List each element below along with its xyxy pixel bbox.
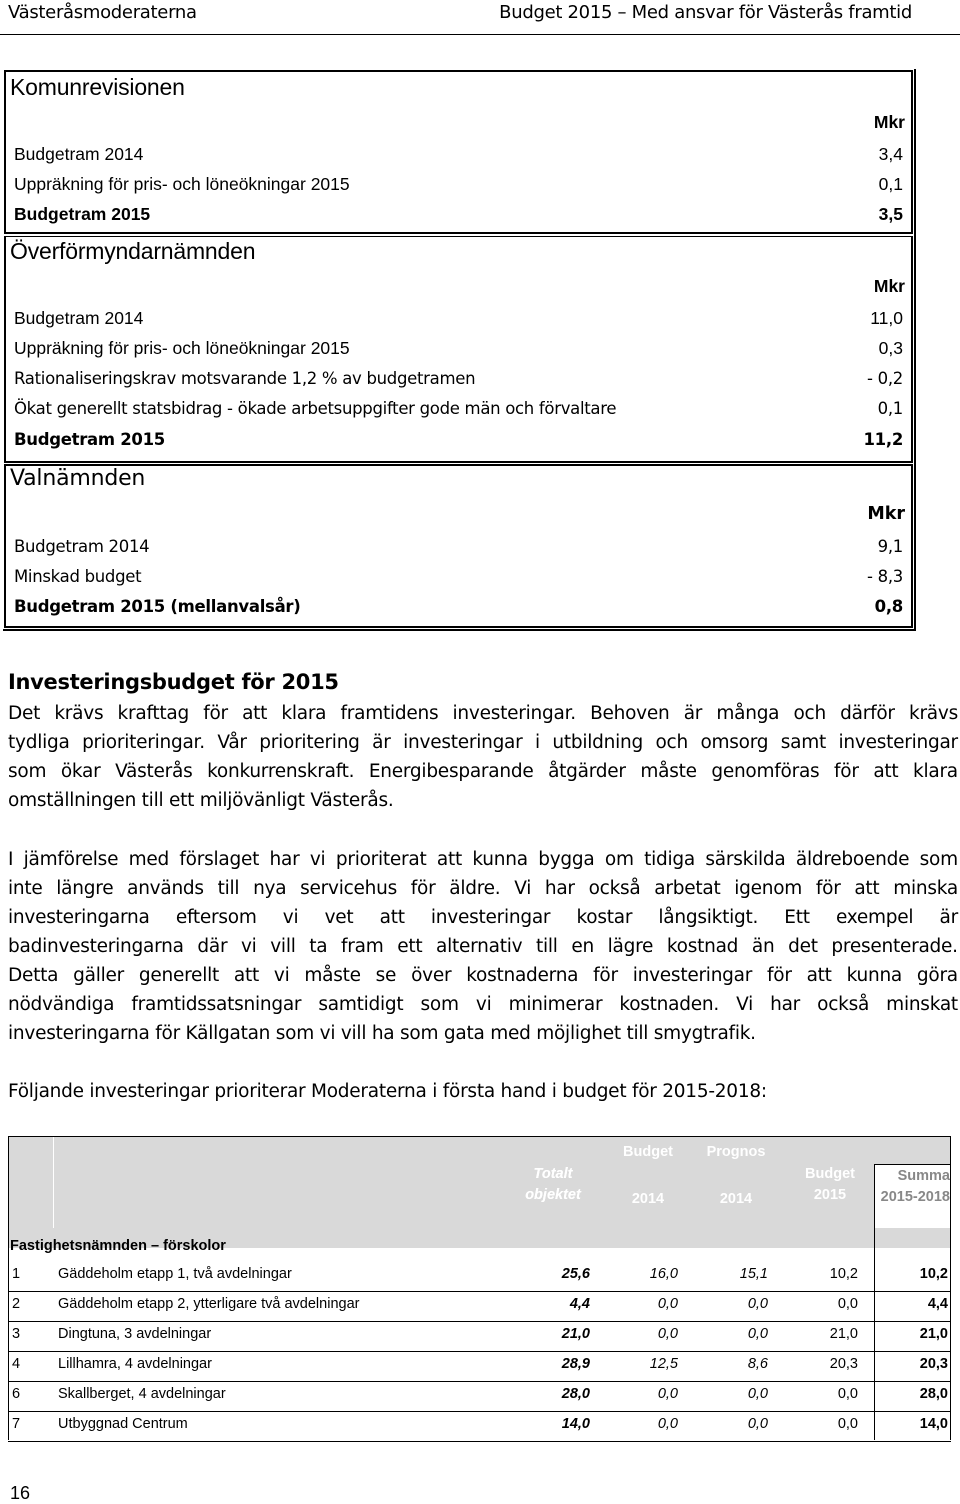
- paragraph-2: [8, 845, 958, 1048]
- row-label: Budgetram 2014: [14, 144, 144, 164]
- row-label: Minskad budget: [14, 567, 142, 586]
- cell-totalt: 21,0: [561, 1326, 590, 1342]
- row-value: - 0,2: [867, 369, 903, 388]
- cell-budget2014: 12,5: [649, 1356, 678, 1372]
- row-name: Skallberget, 4 avdelningar: [58, 1386, 226, 1402]
- header-summa: Summa 2015-2018: [880, 1168, 950, 1205]
- row-divider: [8, 1351, 951, 1352]
- row-divider: [8, 1381, 951, 1382]
- header-budget-top: Budget: [623, 1144, 673, 1160]
- text-line: Följande investeringar prioriterar Moderaterna i första hand i budget för 2015-2018:: [8, 1081, 767, 1102]
- table-row: [14, 399, 903, 418]
- header-totalt: Totalt objektet: [525, 1166, 581, 1203]
- text-line: tydliga prioriteringar. Vår prioritering är investeringar i utbildning och omsorg samt investeringar: [8, 732, 958, 753]
- table-row: [14, 597, 903, 616]
- section-title: Överförmyndarnämnden: [10, 238, 256, 264]
- cell-totalt: 4,4: [569, 1296, 590, 1312]
- row-value: 3,5: [878, 204, 903, 224]
- row-name: Lillhamra, 4 avdelningar: [58, 1356, 212, 1372]
- grid-line: [8, 1136, 951, 1137]
- cell-prognos2014: 0,0: [747, 1326, 768, 1342]
- header-rule: [0, 34, 960, 35]
- cell-budget2015: 0,0: [837, 1416, 858, 1432]
- header-right: Budget 2015 – Med ansvar för Västerås framtid: [499, 2, 912, 23]
- cell-summa: 14,0: [919, 1416, 948, 1432]
- cell-budget2015: 10,2: [829, 1266, 858, 1282]
- cell-prognos2014: 0,0: [747, 1296, 768, 1312]
- cell-totalt: 28,0: [561, 1386, 590, 1402]
- section-title: Komunrevisionen: [10, 74, 185, 100]
- row-number: 3: [12, 1326, 21, 1342]
- row-label: Budgetram 2014: [14, 537, 150, 556]
- header-prognos-year: 2014: [719, 1191, 753, 1207]
- table-row: [14, 537, 903, 556]
- cell-budget2015: 0,0: [837, 1386, 858, 1402]
- cell-summa: 20,3: [919, 1356, 948, 1372]
- cell-prognos2014: 0,0: [747, 1386, 768, 1402]
- row-label: Budgetram 2015 (mellanvalsår): [14, 597, 301, 616]
- row-label: Budgetram 2014: [14, 308, 144, 328]
- text-line: Det krävs krafttag för att klara framtidens investeringar. Behoven är många och därför krävs: [8, 703, 958, 724]
- row-label: Budgetram 2015: [14, 204, 151, 224]
- header-budget-year: 2014: [631, 1191, 665, 1207]
- text-line: som ökar Västerås konkurrenskraft. Energibesparande åtgärder måste genomföras för att klara: [8, 761, 958, 782]
- cell-budget2015: 21,0: [829, 1326, 858, 1342]
- page-number: 16: [10, 1483, 31, 1503]
- table-row: [14, 174, 903, 195]
- row-value: - 8,3: [867, 567, 903, 586]
- row-number: 6: [12, 1386, 21, 1402]
- cell-prognos2014: 8,6: [747, 1356, 768, 1372]
- row-number: 7: [12, 1416, 21, 1432]
- text-line: I jämförelse med förslaget har vi prioriterat att kunna bygga om tidiga särskilda äldreboende som: [8, 849, 958, 870]
- cell-summa: 4,4: [927, 1296, 948, 1312]
- cell-budget2014: 16,0: [649, 1266, 678, 1282]
- row-value: 0,1: [877, 399, 903, 418]
- cell-totalt: 28,9: [561, 1356, 590, 1372]
- komunrevisionen-box: [4, 70, 913, 234]
- table-row: [14, 204, 903, 225]
- investment-table: [8, 1136, 958, 1440]
- row-label: Budgetram 2015: [14, 430, 165, 449]
- row-name: Utbyggnad Centrum: [58, 1416, 188, 1432]
- cell-budget2015: 0,0: [837, 1296, 858, 1312]
- row-divider: [8, 1321, 951, 1322]
- table-row: [14, 144, 903, 165]
- section-title: Valnämnden: [10, 466, 146, 491]
- row-value: 11,2: [863, 430, 903, 449]
- table-row: [14, 430, 903, 449]
- table-row: [14, 308, 903, 329]
- cell-totalt: 14,0: [561, 1416, 590, 1432]
- cell-budget2014: 0,0: [657, 1296, 678, 1312]
- text-line: omställningen till ett miljövänligt Västerås.: [8, 790, 394, 811]
- grid-line: [53, 1136, 54, 1228]
- row-value: 0,1: [878, 174, 903, 194]
- row-divider: [8, 1411, 951, 1412]
- unit-label: Mkr: [873, 112, 905, 132]
- row-label: Ökat generellt statsbidrag - ökade arbetsuppgifter gode män och förvaltare: [14, 399, 617, 418]
- unit-label: Mkr: [873, 276, 905, 296]
- row-number: 4: [12, 1356, 21, 1372]
- cell-summa: 10,2: [919, 1266, 948, 1282]
- text-line: nödvändiga framtidssatsningar samtidigt som vi minimerar kostnaden. Vi har också minskat: [8, 994, 958, 1015]
- grid-line: [874, 1228, 875, 1440]
- text-line: badinvesteringarna där vi vill ta fram ett alternativ till en lägre kostnad än det presenterade.: [8, 936, 958, 957]
- cell-budget2015: 20,3: [829, 1356, 858, 1372]
- text-line: investeringarna för Källgatan som vi vill ha som gata med möjlighet till smygtrafik.: [8, 1023, 756, 1044]
- row-label: Rationaliseringskrav motsvarande 1,2 % av budgetramen: [14, 369, 476, 388]
- text-line: inte längre används till nya servicehus för äldre. Vi har också arbetat igenom för att minska: [8, 878, 958, 899]
- row-number: 1: [12, 1266, 21, 1282]
- header-budget-2015: Budget 2015: [805, 1166, 855, 1203]
- overformyndar-box: [4, 236, 913, 463]
- cell-budget2014: 0,0: [657, 1416, 678, 1432]
- row-number: 2: [12, 1296, 21, 1312]
- cell-summa: 28,0: [919, 1386, 948, 1402]
- grid-line: [950, 1136, 951, 1440]
- row-value: 0,3: [878, 338, 903, 358]
- cell-prognos2014: 15,1: [739, 1266, 768, 1282]
- cell-budget2014: 0,0: [657, 1386, 678, 1402]
- paragraph-1: [8, 699, 958, 815]
- cell-totalt: 25,6: [561, 1266, 590, 1282]
- row-value: 0,8: [874, 597, 903, 616]
- unit-label: Mkr: [867, 504, 905, 524]
- row-value: 11,0: [870, 308, 903, 328]
- cell-summa: 21,0: [919, 1326, 948, 1342]
- group-label: Fastighetsnämnden – förskolor: [10, 1238, 226, 1254]
- header-left: Västeråsmoderaterna: [8, 2, 197, 23]
- row-label: Uppräkning för pris- och löneökningar 2015: [14, 174, 350, 194]
- row-label: Uppräkning för pris- och löneökningar 2015: [14, 338, 350, 358]
- valnamnden-box: [4, 464, 913, 628]
- row-name: Gäddeholm etapp 2, ytterligare två avdelningar: [58, 1296, 360, 1312]
- row-value: 3,4: [878, 144, 903, 164]
- row-divider: [8, 1291, 951, 1292]
- row-name: Gäddeholm etapp 1, två avdelningar: [58, 1266, 292, 1282]
- table-row: [14, 338, 903, 359]
- row-name: Dingtuna, 3 avdelningar: [58, 1326, 212, 1342]
- row-divider: [8, 1441, 951, 1442]
- text-line: investeringarna eftersom vi vet att investeringar kostar långsiktigt. Ett exempel är: [8, 907, 958, 928]
- row-value: 9,1: [877, 537, 903, 556]
- table-row: [14, 567, 903, 586]
- text-line: Detta gäller generellt att vi måste se över kostnaderna för investeringar för att kunna göra: [8, 965, 958, 986]
- investering-title: Investeringsbudget för 2015: [8, 670, 339, 694]
- paragraph-3: [8, 1077, 958, 1106]
- grid-line: [8, 1136, 9, 1440]
- cell-prognos2014: 0,0: [747, 1416, 768, 1432]
- header-prognos-top: Prognos: [706, 1144, 766, 1160]
- table-row: [14, 369, 903, 388]
- cell-budget2014: 0,0: [657, 1326, 678, 1342]
